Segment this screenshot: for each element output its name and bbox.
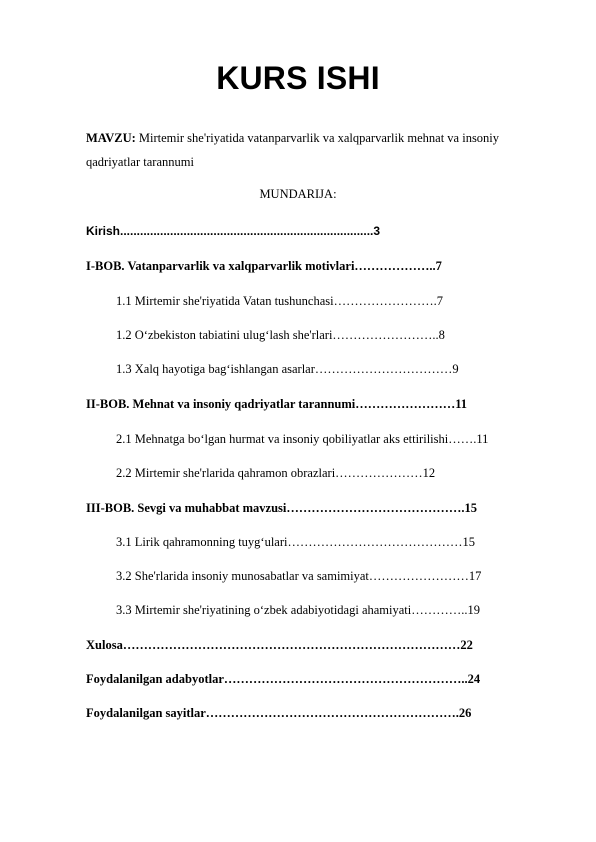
toc-entry-websites: Foydalanilgan sayitlar…………………………………………………….26 [86, 706, 472, 720]
toc-entry-section-1-1: 1.1 Mirtemir she'riyatida Vatan tushunchasi…………………….7 [116, 294, 443, 308]
toc-entry-conclusion: Xulosa………………………………………………………………………22 [86, 638, 473, 652]
topic-paragraph [86, 126, 556, 174]
toc-entry-chapter-3: III-BOB. Sevgi va muhabbat mavzusi…………………………………….15 [86, 501, 478, 515]
document-title: KURS ISHI [216, 60, 380, 96]
toc-heading-colon: : [333, 187, 337, 201]
topic-label: MAVZU: [86, 131, 136, 145]
toc-entry-section-1-2: 1.2 O‘zbekiston tabiatini ulug‘lash she'rlari……………………..8 [116, 328, 445, 342]
toc-entry-references: Foydalanilgan adabyotlar…………………………………………………..24 [86, 672, 481, 686]
toc-entry-intro: Kirish............................................................................3 [86, 224, 381, 238]
toc-entry-section-3-3: 3.3 Mirtemir she'riyatining o‘zbek adabiyotidagi ahamiyati…………..19 [116, 603, 480, 617]
toc-heading [0, 187, 596, 202]
toc-entry-section-2-2: 2.2 Mirtemir she'rlarida qahramon obrazlari…………………12 [116, 466, 436, 480]
toc-heading-text: MUNDARIJA [259, 187, 334, 201]
toc-entry-section-2-1: 2.1 Mehnatga bo‘lgan hurmat va insoniy qobiliyatlar aks ettirilishi…….11 [116, 432, 489, 446]
toc-entry-section-3-2: 3.2 She'rlarida insoniy munosabatlar va samimiyat……………………17 [116, 569, 482, 583]
toc-entry-section-1-3: 1.3 Xalq hayotiga bag‘ishlangan asarlar……………………………9 [116, 362, 459, 376]
toc-entry-section-3-1: 3.1 Lirik qahramonning tuyg‘ulari……………………………………15 [116, 535, 475, 549]
toc-entry-chapter-1: I-BOB. Vatanparvarlik va xalqparvarlik motivlari………………..7 [86, 259, 442, 273]
topic-text: Mirtemir she'riyatida vatanparvarlik va xalqparvarlik mehnat va insoniy qadriyatlar tarannumi [86, 131, 500, 169]
toc-entry-chapter-2: II-BOB. Mehnat va insoniy qadriyatlar tarannumi……………………11 [86, 397, 468, 411]
